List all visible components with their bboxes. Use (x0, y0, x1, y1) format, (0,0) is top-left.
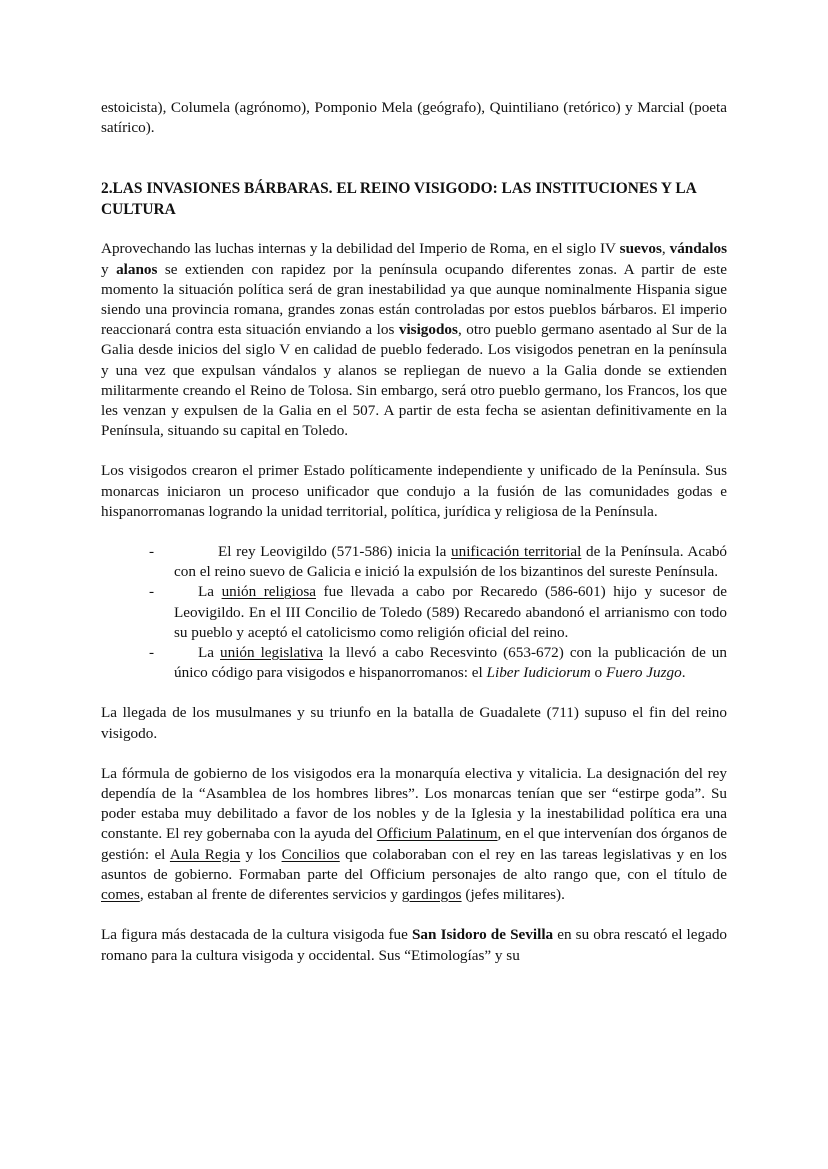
underlined-term: unificación territorial (451, 543, 582, 561)
text: , en el que intervenían dos órganos de gestión: el (101, 825, 728, 863)
spacer (101, 441, 727, 461)
spacer (101, 905, 727, 925)
unification-list (101, 542, 727, 683)
bold-term-alanos: alanos (116, 260, 158, 278)
text: y los (240, 845, 282, 863)
underlined-term: comes (101, 886, 140, 904)
text: la llevó a cabo Recesvinto (653-672) con la publicación de un único código para visigodos e hispanorromanos: el (174, 644, 727, 682)
underlined-term: gardingos (401, 886, 462, 904)
underlined-term: Concilios (281, 845, 340, 863)
underlined-term: unión religiosa (221, 583, 316, 601)
italic-title: Liber Iudiciorum (486, 664, 591, 682)
text: La fórmula de gobierno de los visigodos era la monarquía electiva y vitalicia. La designación del rey dependía de la “Asamblea de los hombres libres”. Los monarcas tenían que ser “estirpe goda”. Su poder estaba muy debilitado a favor de los nobles y de la Iglesia y la inestabilidad política era una constante. El rey gobernaba con la ayuda del (101, 764, 727, 843)
bold-term-san-isidoro: San Isidoro de Sevilla (411, 926, 554, 944)
intro-paragraph: estoicista), Columela (agrónomo), Pomponio Mela (geógrafo), Quintiliano (retórico) y Marcial (poeta satírico). (101, 99, 727, 137)
list-item-legislativa (101, 643, 727, 683)
text: fue llevada a cabo por Recaredo (586-601) hijo y sucesor de Leovigildo. En el III Concilio de Toledo (589) Recaredo abandonó el arrianismo con todo su pueblo y aceptó el catolicismo como religión oficial del reino. (174, 583, 727, 641)
paragraph-state: Los visigodos crearon el primer Estado políticamente independiente y unificado de la Península. Sus monarcas iniciaron un proceso unificador que condujo a la fusión de las comunidades godas e hispanorromanas logrando la unidad territorial, política, jurídica y religiosa de la Península. (101, 462, 727, 520)
paragraph-culture (101, 925, 727, 965)
dash-bullet: - (149, 543, 155, 561)
paragraph-invasions (101, 239, 727, 441)
spacer (101, 683, 727, 703)
paragraph-government (101, 764, 727, 905)
dash-bullet: - (149, 583, 155, 601)
text: que colaboraban con el rey en las tareas legislativas y en los asuntos de gobierno. Formaban parte del Officium personajes de alto rango que, con el título de (101, 845, 727, 883)
text: de la Península. Acabó con el reino suevo de Galicia e inició la expulsión de los bizantinos del sureste Península. (174, 543, 728, 581)
underlined-term: Aula Regia (169, 845, 241, 863)
list-item-territorial (101, 542, 727, 582)
section-heading: 2.LAS INVASIONES BÁRBARAS. EL REINO VISIGODO: LAS INSTITUCIONES Y LA CULTURA (101, 180, 696, 218)
paragraph-end-of-kingdom: La llegada de los musulmanes y su triunfo en la batalla de Guadalete (711) supuso el fin del reino visigodo. (101, 704, 727, 742)
text: , otro pueblo germano asentado al Sur de la Galia desde inicios del siglo V en calidad de pueblo federado. Los visigodos penetran en la península y una vez que expulsan vándalos y alanos se repliegan de nuevo a la Galia donde se extienden militarmente creando el Reino de Tolosa. Sin embargo, será otro pueblo germano, los Francos, los que les venzan y expulsen de la Galia en el 507. A partir de esta fecha se asientan definitivamente en la Península, situando su capital en Toledo. (101, 321, 728, 440)
text: , estaban al frente de diferentes servicios y (139, 886, 402, 904)
text: se extienden con rapidez por la península ocupando diferentes zonas. A partir de este momento la situación política será de gran inestabilidad ya que aunque nominalmente Hispania sigue siendo una provincia romana, grandes zonas están controladas por estos pueblos bárbaros. El imperio reaccionará contra esta situación enviando a los (101, 260, 728, 339)
bold-term-vandalos: vándalos (669, 240, 727, 258)
spacer (101, 138, 727, 179)
text: en su obra rescató el legado romano para la cultura visigoda y occidental. Sus “Etimologías” y su (101, 926, 728, 964)
list-item-religiosa (101, 582, 727, 643)
document-page (101, 98, 727, 966)
italic-title: Fuero Juzgo (605, 664, 682, 682)
text: o (590, 664, 606, 682)
spacer (101, 744, 727, 764)
bold-term-visigodos: visigodos (398, 321, 458, 339)
dash-bullet: - (149, 644, 155, 662)
spacer (101, 522, 727, 542)
text: (jefes militares). (461, 886, 565, 904)
text: , (661, 240, 670, 258)
spacer (101, 220, 727, 239)
bold-term-suevos: suevos (619, 240, 662, 258)
text: y (101, 260, 117, 278)
text: El rey Leovigildo (571-586) inicia la (218, 543, 452, 561)
underlined-term: Officium Palatinum (376, 825, 498, 843)
text: La (198, 644, 220, 662)
text: . (681, 664, 686, 682)
text: Aprovechando las luchas internas y la debilidad del Imperio de Roma, en el siglo IV (101, 240, 620, 258)
text: La (198, 583, 222, 601)
underlined-term: unión legislativa (220, 644, 323, 662)
text: La figura más destacada de la cultura visigoda fue (101, 926, 412, 944)
